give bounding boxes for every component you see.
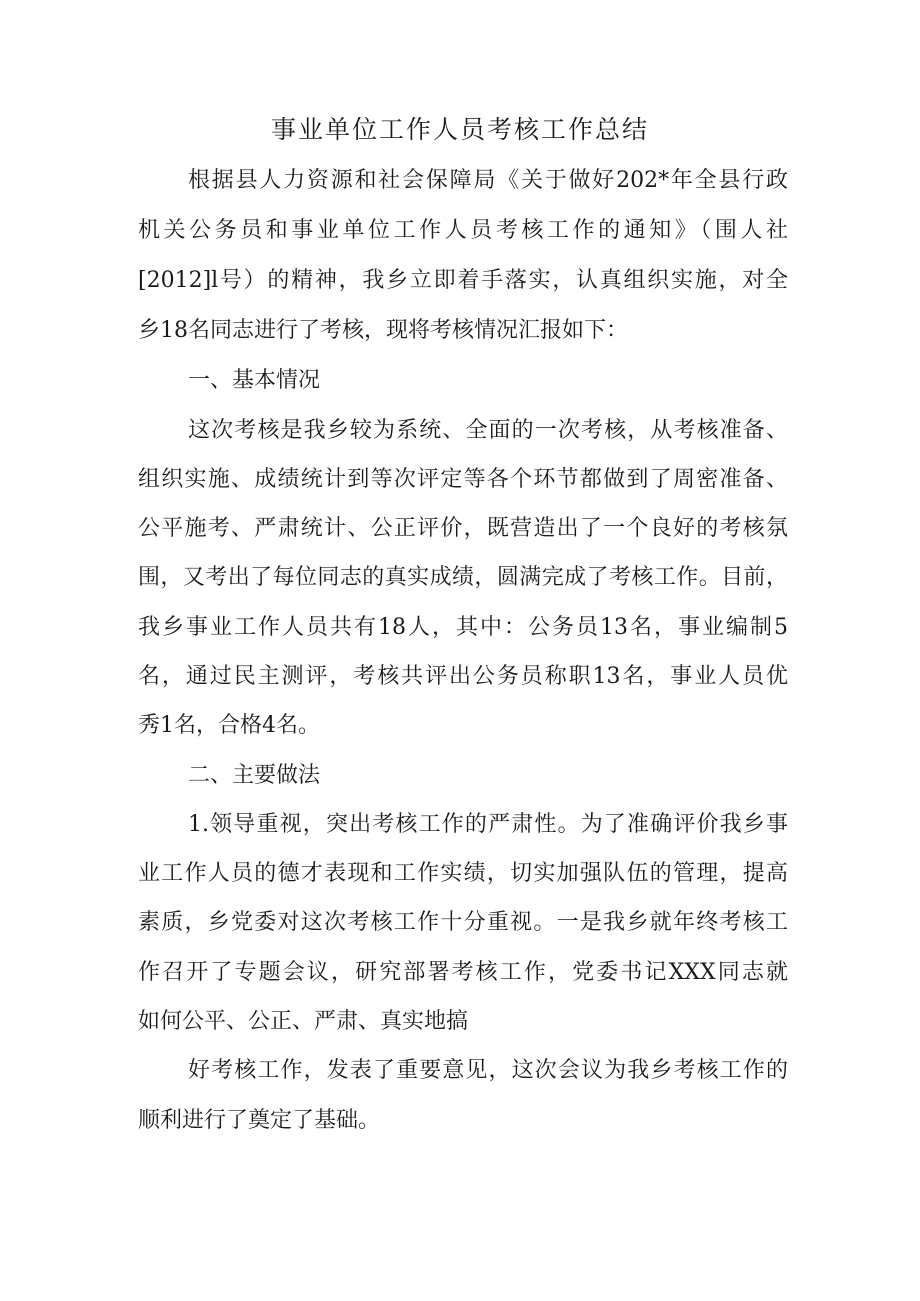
paragraph-line-12: 1.领导重视，突出考核工作的严肃性。为了准确评价我乡事: [188, 812, 788, 837]
document-title: 事业单位工作人员考核工作总结: [270, 115, 649, 144]
paragraph-line-1: 根据县人力资源和社会保障局《关于做好202*年全县行政: [188, 168, 788, 193]
section-heading-1: 一、基本情况: [188, 368, 321, 393]
paragraph-line-11: 秀1名，合格4名。: [138, 713, 320, 738]
paragraph-line-16: 如何公平、公正、严肃、真实地搞: [138, 1009, 469, 1034]
paragraph-line-3: [2012]l号）的精神，我乡立即着手落实，认真组织实施，对全: [138, 268, 788, 293]
paragraph-line-2: 机关公务员和事业单位工作人员考核工作的通知》（围人社: [138, 218, 788, 243]
paragraph-line-13: 业工作人员的德才表现和工作实绩，切实加强队伍的管理，提高: [138, 861, 788, 886]
paragraph-line-7: 公平施考、严肃统计、公正评价，既营造出了一个良好的考核氛: [138, 516, 788, 541]
section-heading-2: 二、主要做法: [188, 763, 321, 788]
paragraph-line-6: 组织实施、成绩统计到等次评定等各个环节都做到了周密准备、: [138, 467, 788, 492]
paragraph-line-9: 我乡事业工作人员共有18人，其中：公务员13名，事业编制5: [138, 615, 788, 640]
paragraph-line-18: 顺利进行了奠定了基础。: [138, 1108, 381, 1133]
paragraph-line-17: 好考核工作，发表了重要意见，这次会议为我乡考核工作的: [188, 1058, 788, 1083]
paragraph-line-14: 素质，乡党委对这次考核工作十分重视。一是我乡就年终考核工: [138, 910, 788, 935]
paragraph-line-5: 这次考核是我乡较为系统、全面的一次考核，从考核准备、: [188, 418, 788, 443]
paragraph-line-15: 作召开了专题会议，研究部署考核工作，党委书记XXX同志就: [138, 960, 788, 985]
paragraph-line-10: 名，通过民主测评，考核共评出公务员称职13名，事业人员优: [138, 664, 788, 689]
paragraph-line-8: 围，又考出了每位同志的真实成绩，圆满完成了考核工作。目前，: [138, 565, 788, 590]
paragraph-line-4: 乡18名同志进行了考核，现将考核情况汇报如下：: [138, 318, 628, 343]
